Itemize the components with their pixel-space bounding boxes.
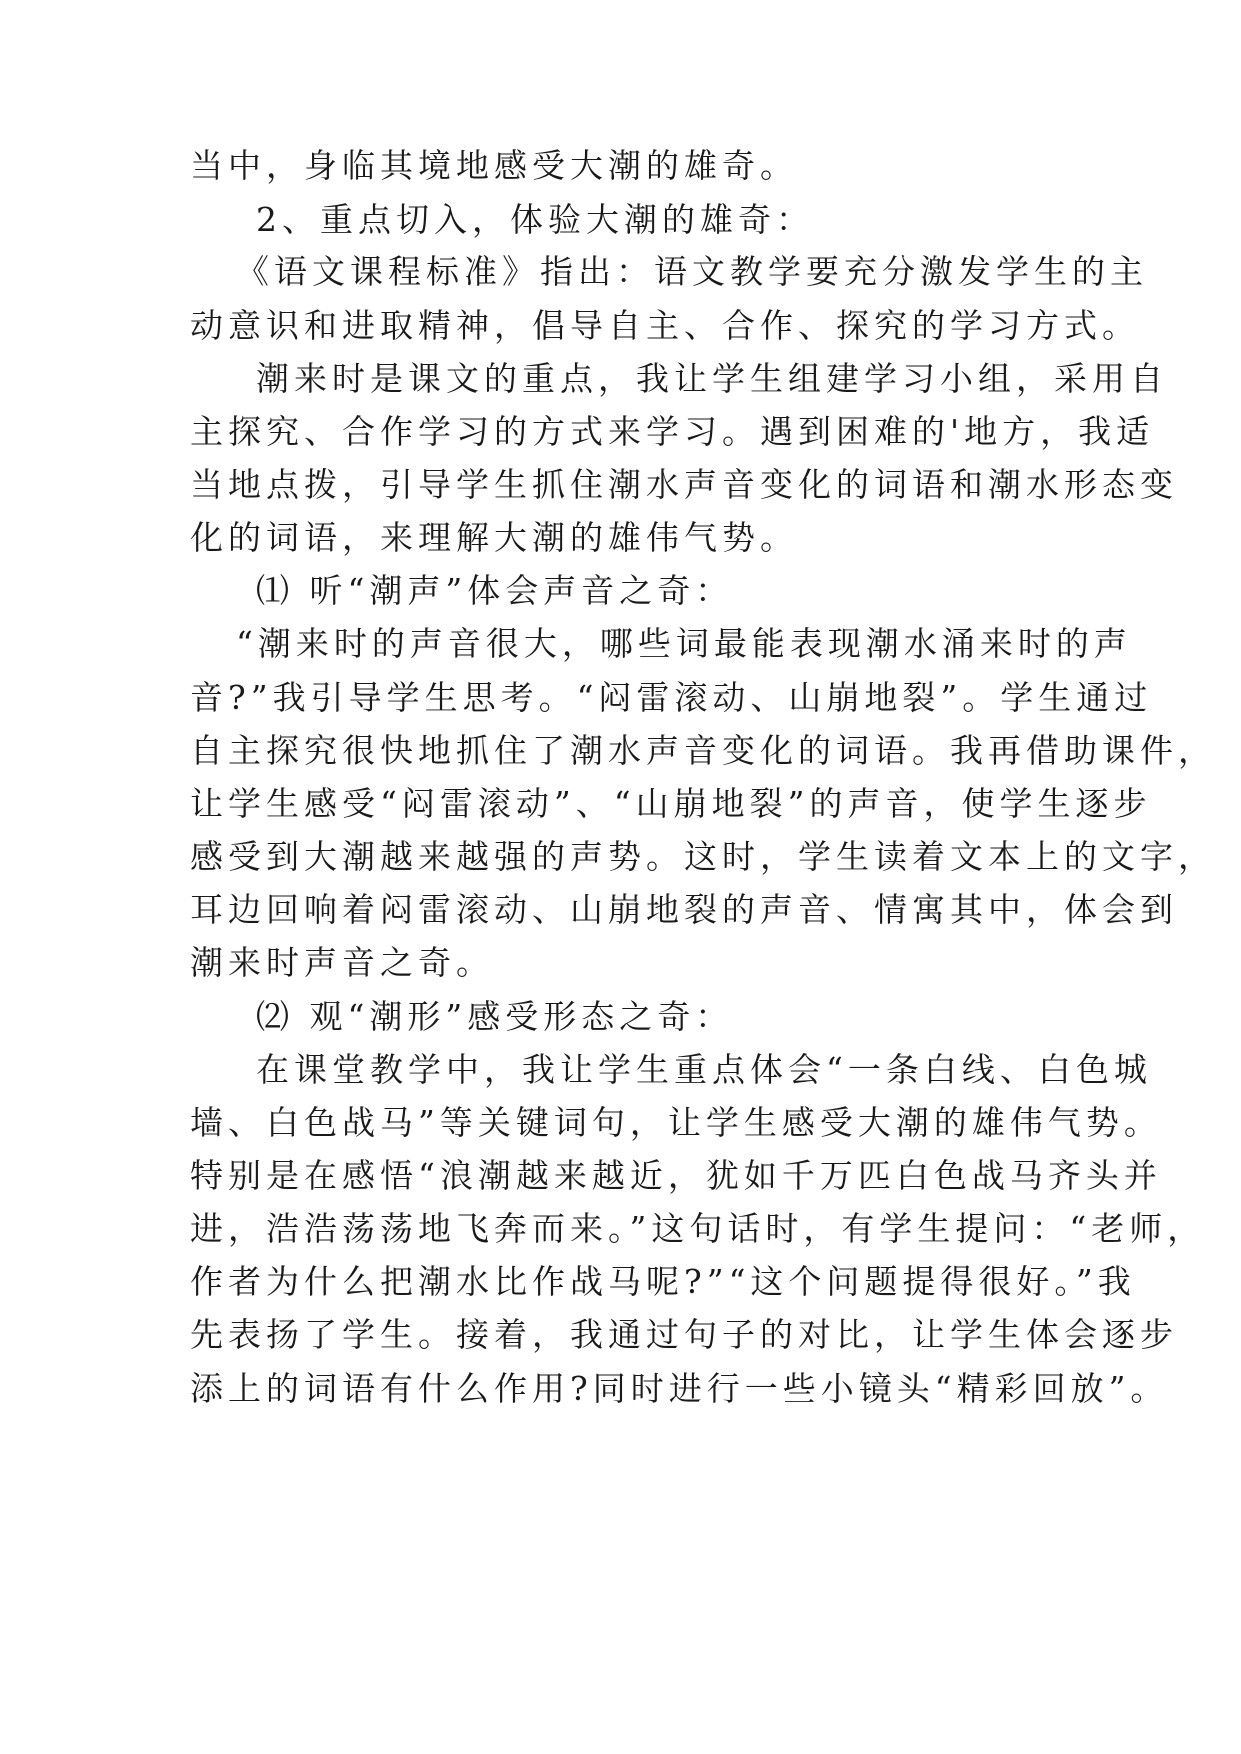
text-line: 添上的词语有什么作用?同时进行一些小镜头“精彩回放”。 bbox=[190, 1369, 1169, 1408]
text-line: 潮来时声音之奇。 bbox=[190, 943, 494, 982]
text-line: 潮来时是课文的重点，我让学生组建学习小组，采用自 bbox=[256, 359, 1168, 398]
text-line: “潮来时的声音很大，哪些词最能表现潮水涌来时的声 bbox=[236, 624, 1132, 663]
text-line: 音?”我引导学生思考。“闷雷滚动、山崩地裂”。学生通过 bbox=[190, 678, 1153, 717]
text-line: 主探究、合作学习的方式来学习。遇到困难的'地方，我适 bbox=[190, 412, 1155, 451]
subsection-heading: ⑴ 听“潮声”体会声音之奇： bbox=[256, 571, 734, 610]
text-line: 化的词语，来理解大潮的雄伟气势。 bbox=[190, 518, 798, 557]
section-heading: 2、重点切入，体验大潮的雄奇： bbox=[256, 200, 814, 239]
text-line: 当中，身临其境地感受大潮的雄奇。 bbox=[190, 146, 798, 185]
text-line: 自主探究很快地抓住了潮水声音变化的词语。我再借助课件， bbox=[190, 731, 1216, 770]
text-line: 在课堂教学中，我让学生重点体会“一条白线、白色城 bbox=[256, 1050, 1152, 1089]
text-line: 作者为什么把潮水比作战马呢?”“这个问题提得很好。”我 bbox=[190, 1262, 1136, 1301]
text-line: 让学生感受“闷雷滚动”、“山崩地裂”的声音，使学生逐步 bbox=[190, 784, 1152, 823]
subsection-heading: ⑵ 观“潮形”感受形态之奇： bbox=[256, 997, 734, 1036]
text-line: 进，浩浩荡荡地飞奔而来。”这句话时，有学生提问：“老师， bbox=[190, 1209, 1206, 1248]
text-line: 动意识和进取精神，倡导自主、合作、探究的学习方式。 bbox=[190, 306, 1140, 345]
text-line: 当地点拨，引导学生抓住潮水声音变化的词语和潮水形态变 bbox=[190, 465, 1178, 504]
text-line: 特别是在感悟“浪潮越来越近，犹如千万匹白色战马齐头并 bbox=[190, 1156, 1162, 1195]
text-line: 先表扬了学生。接着，我通过句子的对比，让学生体会逐步 bbox=[190, 1315, 1178, 1354]
text-line: 墙、白色战马”等关键词句，让学生感受大潮的雄伟气势。 bbox=[190, 1103, 1162, 1142]
text-line: 耳边回响着闷雷滚动、山崩地裂的声音、情寓其中，体会到 bbox=[190, 890, 1178, 929]
text-line: 《语文课程标准》指出：语文教学要充分激发学生的主 bbox=[236, 252, 1148, 291]
text-line: 感受到大潮越来越强的声势。这时，学生读着文本上的文字， bbox=[190, 837, 1216, 876]
